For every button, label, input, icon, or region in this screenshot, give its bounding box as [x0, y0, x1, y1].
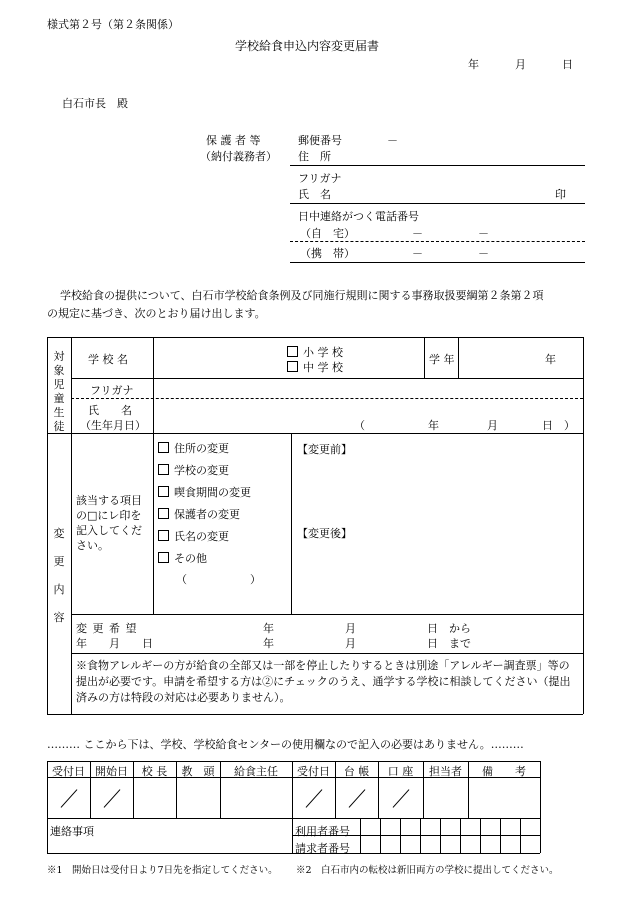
birth-day: 日 ）: [542, 419, 575, 432]
grade-divider-2: [458, 337, 459, 378]
school-name-label: 学 校 名: [88, 353, 128, 366]
office-table-line: [360, 818, 361, 853]
footnote-1: ※1 開始日は受付日より7日先を指定してください。: [47, 865, 278, 876]
change-option-checkbox[interactable]: 学校の変更: [158, 462, 229, 478]
birth-paren-open: （: [354, 419, 365, 432]
form-title: 学校給食申込内容変更届書: [235, 39, 380, 53]
guardian-label: 保 護 者 等: [206, 134, 261, 147]
allergy-note: ※食物アレルギーの方が給食の全部又は一部を停止したりするときは別途「アレルギー調査票」等の提出が必要です。申請を希望する方は②にチェックのうえ、通学する学校に相談してください（提出済みの方は特段の対応は必要ありません）。: [76, 659, 571, 704]
postal-code-dash[interactable]: －: [387, 134, 398, 147]
office-header-cell: 口 座: [387, 765, 414, 778]
student-furigana-label: フリガナ: [90, 384, 134, 397]
change-option-checkbox[interactable]: 住所の変更: [158, 440, 229, 456]
birth-month: 月: [487, 419, 498, 432]
after-label: 【変更後】: [297, 527, 352, 540]
mobile-phone-dash-1[interactable]: －: [412, 247, 423, 260]
student-name-label: 氏 名: [88, 404, 132, 417]
before-label: 【変更前】: [297, 443, 352, 456]
change-option-checkbox[interactable]: 喫食期間の変更: [158, 484, 251, 500]
office-header-cell: 台 帳: [343, 765, 370, 778]
office-table-line: [400, 818, 401, 853]
intro-text-2: の規定に基づき、次のとおり届け出します。: [47, 307, 266, 320]
name-line: [290, 203, 585, 204]
office-table-line: [480, 818, 481, 853]
grade-label: 学 年: [429, 353, 455, 366]
date-slash: [392, 789, 409, 808]
phone-divider: [290, 241, 585, 242]
office-table-line: [540, 761, 541, 853]
office-header-cell: 備 考: [482, 765, 526, 778]
addressee: 白石市長 殿: [62, 97, 128, 110]
form-number: 様式第２号（第２条関係）: [47, 18, 179, 31]
junior-high-checkbox[interactable]: 中 学 校: [287, 359, 343, 375]
contact-label: 連絡事項: [50, 825, 94, 838]
student-section-label: 対象児童生徒: [53, 350, 65, 433]
date-slash: [103, 789, 120, 808]
furigana-divider: [71, 398, 583, 399]
user-number-label: 利用者番号: [295, 825, 350, 838]
office-table-line: [460, 818, 461, 853]
table-right: [583, 337, 584, 714]
allergy-top: [71, 653, 583, 654]
guardian-sublabel: （納付義務者）: [200, 150, 277, 163]
guardian-furigana-label: フリガナ: [298, 172, 342, 185]
office-header-cell: 受付日: [52, 765, 85, 778]
student-section-bottom: [47, 433, 583, 434]
mobile-phone-dash-2[interactable]: －: [478, 247, 489, 260]
office-header-cell: 校 長: [141, 765, 168, 778]
office-table-line: [500, 818, 501, 853]
before-after-divider: [291, 433, 292, 614]
guardian-name-label: 氏 名: [298, 188, 331, 201]
elementary-school-checkbox[interactable]: 小 学 校: [287, 344, 343, 360]
label-column-divider: [71, 337, 72, 714]
from-day: 日 から: [427, 622, 471, 635]
home-phone-dash-1[interactable]: －: [412, 227, 423, 240]
footnote-2: ※2 白石市内の転校は新旧両方の学校に提出してください。: [296, 865, 559, 876]
office-table-line: [47, 818, 540, 819]
home-phone-label: （自 宅）: [300, 227, 355, 240]
desired-date-label-2: 年 月 日: [76, 637, 153, 650]
from-month: 月: [345, 622, 356, 635]
date-month-label: 月: [515, 58, 526, 71]
date-year-label: 年: [468, 58, 479, 71]
from-year: 年: [263, 622, 274, 635]
change-option-checkbox[interactable]: その他: [158, 550, 207, 566]
office-table-line: [47, 853, 540, 854]
desired-date-label-1: 変 更 希 望: [76, 622, 138, 635]
date-slash: [305, 789, 322, 808]
other-paren-open: （: [176, 573, 187, 586]
table-bottom: [47, 714, 583, 715]
phone-label: 日中連絡がつく電話番号: [298, 210, 419, 223]
date-day-label: 日: [562, 58, 573, 71]
school-row-line: [71, 378, 583, 379]
intro-text-1: 学校給食の提供について、白石市学校給食条例及び同施行規則に関する事務取扱要綱第２条第２項: [60, 289, 544, 302]
change-option-checkbox[interactable]: 氏名の変更: [158, 528, 229, 544]
office-use-notice: ……… ここから下は、学校、学校給食センターの使用欄なので記入の必要はありません。………: [47, 738, 524, 751]
office-header-cell: 受付日: [297, 765, 330, 778]
table-left: [47, 337, 48, 714]
change-instruction: 該当する項目の□にレ印を記入してください。: [76, 494, 142, 552]
address-label: 住 所: [298, 150, 331, 163]
home-phone-dash-2[interactable]: －: [478, 227, 489, 240]
date-slash: [60, 789, 77, 808]
office-table-line: [440, 818, 441, 853]
grade-divider-1: [424, 337, 425, 378]
change-option-checkbox[interactable]: 保護者の変更: [158, 506, 240, 522]
address-line: [290, 165, 585, 166]
birthdate-label: （生年月日）: [80, 419, 146, 432]
grade-unit: 年: [545, 353, 556, 366]
until-day: 日 まで: [427, 637, 471, 650]
office-table-line: [380, 818, 381, 853]
office-table-line: [47, 761, 540, 762]
until-month: 月: [345, 637, 356, 650]
office-header-cell: 教 頭: [181, 765, 215, 778]
office-table-line: [520, 818, 521, 853]
office-table-line: [420, 818, 421, 853]
mobile-phone-label: （携 帯）: [300, 247, 355, 260]
postal-code-label: 郵便番号: [298, 134, 342, 147]
change-section-label: 変更内容: [53, 527, 65, 624]
table-top: [47, 337, 583, 338]
office-header-cell: 給食主任: [234, 765, 278, 778]
phone-line: [290, 262, 585, 263]
other-paren-close: ）: [250, 573, 261, 586]
desired-date-top: [71, 614, 583, 615]
billing-number-label: 請求者番号: [295, 842, 350, 855]
date-slash: [348, 789, 365, 808]
until-year: 年: [263, 637, 274, 650]
seal-mark: 印: [555, 188, 566, 201]
birth-year: 年: [428, 419, 439, 432]
office-header-cell: 開始日: [95, 765, 128, 778]
office-header-cell: 担当者: [429, 765, 462, 778]
